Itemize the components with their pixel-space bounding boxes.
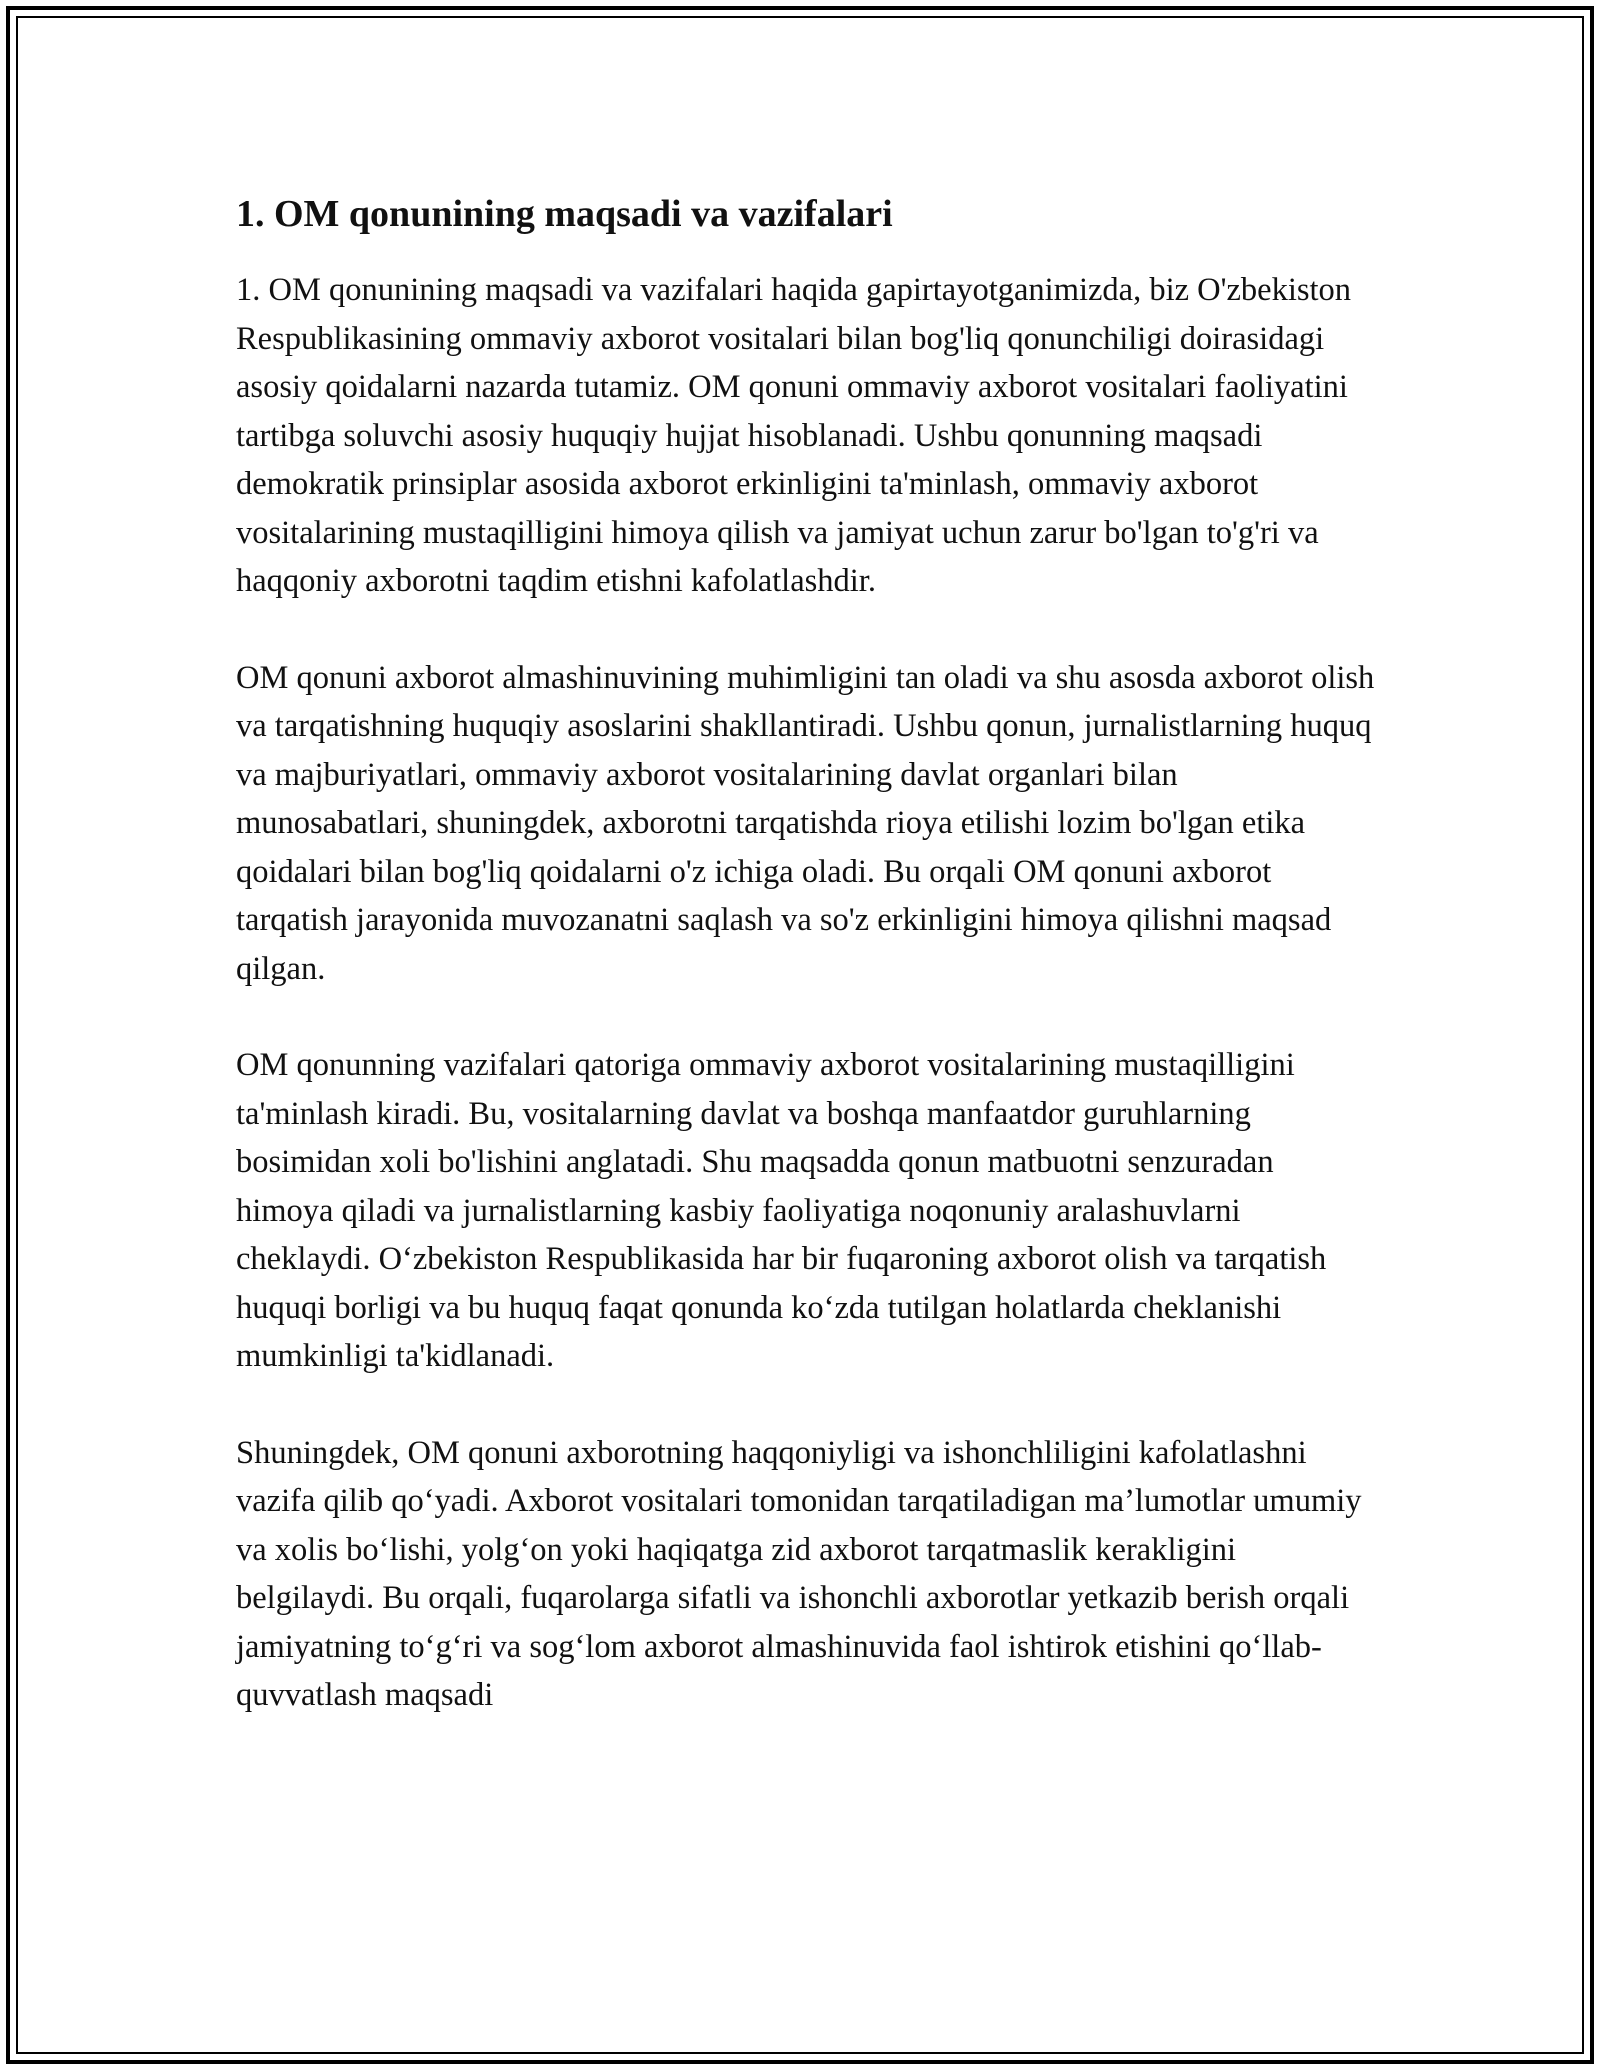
paragraph-2: OM qonuni axborot almashinuvining muhimligini tan oladi va shu asosda axborot olish va tarqatishning huquqiy asoslarini shakllantiradi. Ushbu qonun, jurnalistlarning huquq va majburiyatlari, ommaviy axborot vositalarining davlat organlari bilan munosabatlari, shuningdek, axborotni tarqatishda rioya etilishi lozim bo'lgan etika qoidalari bilan bog'liq qoidalarni o'z ichiga oladi. Bu orqali OM qonuni axborot tarqatish jarayonida muvozanatni saqlash va so'z erkinligini himoya qilishni maqsad qilgan. (236, 659, 1375, 987)
section-heading: 1. OM qonunining maqsadi va vazifalari (236, 193, 893, 235)
paragraph-1: 1. OM qonunining maqsadi va vazifalari haqida gapirtayotganimizda, biz O'zbekiston Respublikasining ommaviy axborot vositalari bilan bog'liq qonunchiligi doirasidagi asosiy qoidalarni nazarda tutamiz. OM qonuni ommaviy axborot vositalari faoliyatini tartibga soluvchi asosiy huquqiy hujjat hisoblanadi. Ushbu qonunning maqsadi demokratik prinsiplar asosida axborot erkinligini ta'minlash, ommaviy axborot vositalarining mustaqilligini himoya qilish va jamiyat uchun zarur bo'lgan to'g'ri va haqqoniy axborotni taqdim etishni kafolatlashdir. (236, 272, 1352, 599)
document-body (236, 188, 1376, 1768)
paragraph-4: Shuningdek, OM qonuni axborotning haqqoniyligi va ishonchliligini kafolatlashni vazifa qilib qo‘yadi. Axborot vositalari tomonidan tarqatiladigan ma’lumotlar umumiy va xolis bo‘lishi, yolg‘on yoki haqiqatga zid axborot tarqatmaslik kerakligini belgilaydi. Bu orqali, fuqarolarga sifatli va ishonchli axborotlar yetkazib berish orqali jamiyatning to‘g‘ri va sog‘lom axborot almashinuvida faol ishtirok etishini qo‘llab-quvvatlash maqsadi (236, 1434, 1362, 1713)
paragraph-3: OM qonunning vazifalari qatoriga ommaviy axborot vositalarining mustaqilligini ta'minlash kiradi. Bu, vositalarning davlat va boshqa manfaatdor guruhlarning bosimidan xoli bo'lishini anglatadi. Shu maqsadda qonun matbuotni senzuradan himoya qiladi va jurnalistlarning kasbiy faoliyatiga noqonuniy aralashuvlarni cheklaydi. O‘zbekiston Respublikasida har bir fuqaroning axborot olish va tarqatish huquqi borligi va bu huquq faqat qonunda ko‘zda tutilgan holatlarda cheklanishi mumkinligi ta'kidlanadi. (236, 1047, 1327, 1374)
